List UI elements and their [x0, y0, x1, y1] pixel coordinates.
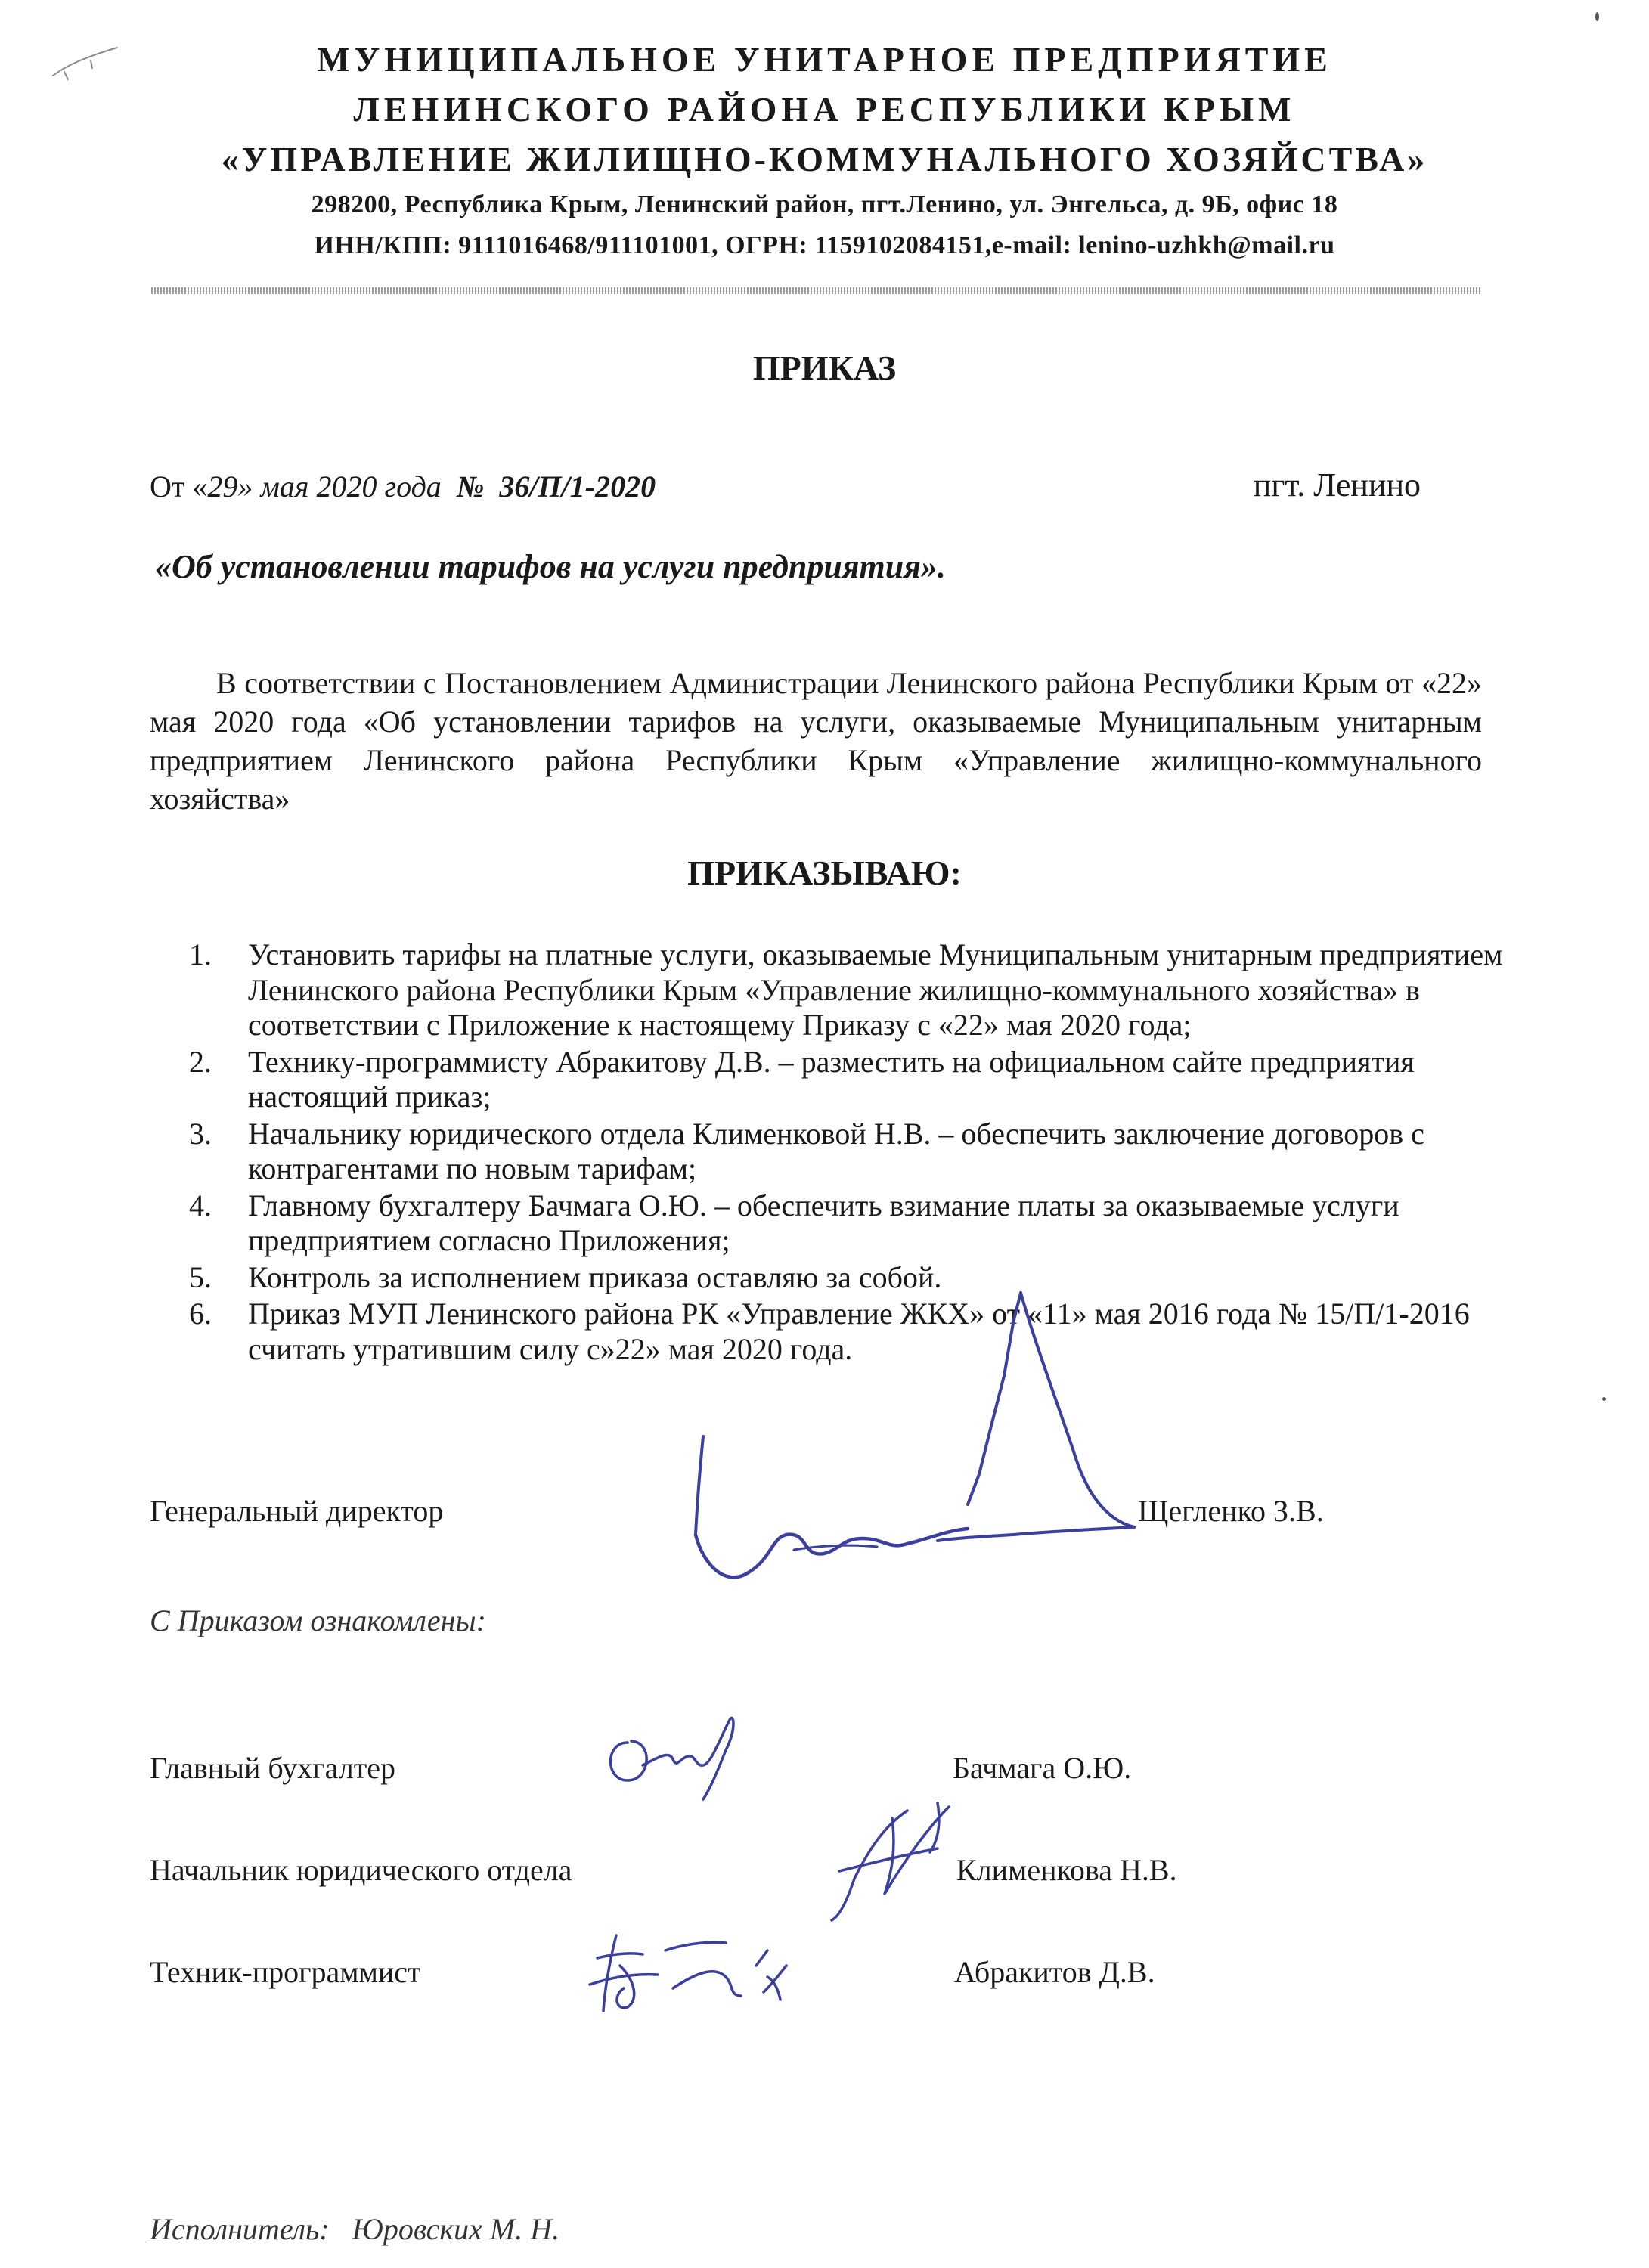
list-item-text: Главному бухгалтеру Бачмага О.Ю. – обеспечить взимание платы за оказываемые услуги предприятием согласно Приложения; [248, 1188, 1399, 1257]
accountant-signature-icon [597, 1697, 764, 1803]
signatory-name: Бачмага О.Ю. [953, 1751, 1132, 1785]
letterhead-requisites: ИНН/КПП: 9111016468/911101001, ОГРН: 1159102084151,e-mail: lenino-uzhkh@mail.ru [314, 231, 1335, 259]
signatory-name: Клименкова Н.В. [956, 1853, 1177, 1887]
list-item [189, 1188, 1505, 1259]
list-item-number: 6. [189, 1297, 212, 1331]
scan-mark-icon [45, 42, 129, 87]
list-item-number: 4. [189, 1188, 212, 1222]
order-heading: ПРИКАЗЫВАЮ: [687, 854, 962, 892]
order-number: 36/П/1-2020 [499, 469, 656, 503]
list-item [189, 1117, 1505, 1187]
list-item-number: 2. [189, 1044, 212, 1079]
executor-label: Исполнитель: [150, 2212, 330, 2246]
director-title: Генеральный директор [150, 1494, 444, 1528]
date-suffix: » мая 2020 года [237, 469, 442, 503]
order-subject: «Об установлении тарифов на услуги предприятия». [155, 548, 946, 585]
order-place: пгт. Ленино [1253, 466, 1421, 503]
letterhead-address: 298200, Республика Крым, Ленинский район, пгт.Ленино, ул. Энгельса, д. 9Б, офис 18 [311, 191, 1338, 218]
order-date-number [150, 469, 656, 504]
acquainted-label: С Приказом ознакомлены: [150, 1603, 486, 1637]
list-item-number: 1. [189, 937, 212, 971]
signatory-name: Абракитов Д.В. [954, 1955, 1155, 1989]
letterhead-org-line-3: «УПРАВЛЕНИЕ ЖИЛИЩНО-КОММУНАЛЬНОГО ХОЗЯЙСТВА» [221, 140, 1428, 178]
list-item-number: 5. [189, 1259, 212, 1294]
director-signature-icon [680, 1278, 1149, 1595]
executor-name: Юровских М. Н. [352, 2212, 560, 2246]
letterhead-org-line-1: МУНИЦИПАЛЬНОЕ УНИТАРНОЕ ПРЕДПРИЯТИЕ [317, 40, 1332, 79]
executor-line [150, 2211, 559, 2247]
date-day: 29 [207, 469, 238, 503]
signatory-position: Техник-программист [150, 1955, 421, 1989]
scan-dot-icon [1602, 1397, 1606, 1401]
list-item [189, 937, 1505, 1043]
list-item [189, 1045, 1505, 1115]
letterhead-org-line-2: ЛЕНИНСКОГО РАЙОНА РЕСПУБЛИКИ КРЫМ [353, 90, 1296, 129]
document-title: ПРИКАЗ [752, 349, 897, 387]
list-item-number: 3. [189, 1116, 212, 1151]
list-item-text: Установить тарифы на платные услуги, оказываемые Муниципальным унитарным предприятием Ленинского района Республики Крым «Управление жилищно-коммунального хозяйства» в соответствии с Приложение к настоящему Приказу с «22» мая 2020 года; [248, 937, 1503, 1042]
number-sign: № [456, 469, 485, 503]
date-prefix: От « [150, 469, 208, 503]
technician-signature-icon [582, 1920, 809, 2019]
list-item-text: Начальнику юридического отдела Клименковой Н.В. – обеспечить заключение договоров с контрагентами по новым тарифам; [248, 1116, 1424, 1185]
list-item-text: Контроль за исполнением приказа оставляю за собой. [248, 1259, 942, 1294]
list-item-text: Технику-программисту Абракитову Д.В. – разместить на официальном сайте предприятия настоящий приказ; [248, 1044, 1415, 1114]
preamble-paragraph: В соответствии с Постановлением Администрации Ленинского района Республики Крым от «22» мая 2020 года «Об установлении тарифов на услуги, оказываемые Муниципальным унитарным предприятием Ленинского района Республики Крым «Управление жилищно-коммунального хозяйства» [150, 666, 1482, 816]
letterhead-divider [151, 287, 1482, 294]
director-name: Щегленко З.В. [1138, 1494, 1324, 1528]
signatory-position: Начальник юридического отдела [150, 1853, 572, 1887]
list-item-text: Приказ МУП Ленинского района РК «Управление ЖКХ» от «11» мая 2016 года № 15/П/1-2016 считать утратившим силу с»22» мая 2020 года. [248, 1297, 1470, 1366]
legal-head-signature-icon [824, 1796, 960, 1932]
signatory-position: Главный бухгалтер [150, 1751, 395, 1785]
scan-dot-icon [1595, 12, 1599, 21]
